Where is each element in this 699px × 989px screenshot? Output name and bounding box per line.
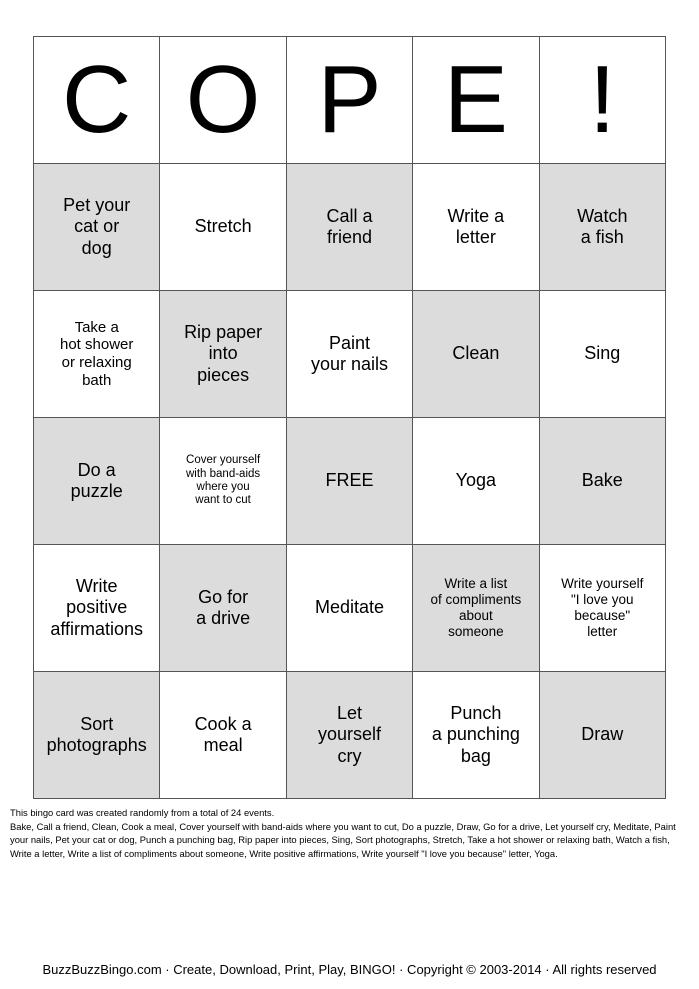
bingo-cell [286, 545, 412, 672]
cell-label: Take a hot shower or relaxing bath [60, 318, 134, 389]
header-row [34, 37, 666, 164]
cell-label: Sort photographs [46, 713, 147, 755]
notes-event-list: Bake, Call a friend, Clean, Cook a meal, Cover yourself with band-aids where you want to cut, Do a puzzle, Draw, Go for a drive, Let yourself cry, Meditate, Paint your nails, Pet your cat or dog, Punch a punching bag, Rip paper into pieces, Sing, Sort photographs, Stretch, Take a hot shower or relaxing bath, Watch a fish, Write a letter, Write a list of compliments about someone, Write positive affirmations, Write yourself "I love you because" letter, Yoga. [10, 820, 676, 859]
cell-label: Rip paper into pieces [184, 322, 263, 385]
bingo-cell [286, 164, 412, 291]
cell-label: Pet your cat or dog [63, 195, 131, 258]
cell-label: Clean [452, 343, 500, 364]
cell-label: Write a letter [447, 205, 505, 247]
cell-label: FREE [325, 470, 374, 491]
cell-label: Let yourself cry [317, 703, 381, 766]
bingo-cell [34, 545, 160, 672]
header-letter: ! [539, 37, 665, 164]
bingo-cell [539, 418, 665, 545]
bingo-cell [539, 164, 665, 291]
cell-label: Stretch [194, 216, 252, 237]
bingo-cell [286, 291, 412, 418]
notes-summary: This bingo card was created randomly from a total of 24 events. [10, 807, 275, 818]
header-letter: E [413, 37, 539, 164]
cell-label: Do a puzzle [70, 459, 123, 501]
cell-label: Watch a fish [577, 205, 628, 247]
bingo-cell [34, 291, 160, 418]
cell-label: Write yourself "I love you because" letter [561, 576, 644, 639]
page-footer: BuzzBuzzBingo.com · Create, Download, Print, Play, BINGO! · Copyright © 2003-2014 · All rights reserved [42, 962, 657, 977]
bingo-cell [160, 291, 286, 418]
bingo-cell [413, 672, 539, 799]
bingo-cell [413, 291, 539, 418]
cell-label: Sing [584, 343, 621, 364]
bingo-cell [160, 672, 286, 799]
bingo-cell [413, 164, 539, 291]
card-notes [10, 806, 690, 861]
card-row [34, 418, 666, 545]
header-letter: P [286, 37, 412, 164]
cell-label: Cover yourself with band-aids where you want to cut [186, 454, 261, 507]
cell-label: Write a list of compliments about someone [430, 576, 522, 639]
cell-label: Write positive affirmations [50, 576, 144, 639]
header-letter: O [160, 37, 286, 164]
bingo-cell [286, 672, 412, 799]
bingo-cell [539, 545, 665, 672]
bingo-cell [160, 545, 286, 672]
cell-label: Cook a meal [194, 713, 252, 755]
bingo-cell [539, 291, 665, 418]
card-row [34, 672, 666, 799]
bingo-cell [34, 418, 160, 545]
cell-label: Draw [581, 724, 624, 745]
bingo-cell [160, 164, 286, 291]
card-row [34, 291, 666, 418]
bingo-cell [160, 418, 286, 545]
card-row [34, 164, 666, 291]
cell-label: Yoga [455, 470, 497, 491]
cell-label: Call a friend [326, 205, 373, 247]
cell-label: Bake [581, 470, 623, 491]
card-row [34, 545, 666, 672]
cell-label: Meditate [314, 597, 384, 618]
bingo-cell [413, 545, 539, 672]
cell-label: Go for a drive [196, 586, 251, 628]
bingo-card [33, 36, 666, 799]
bingo-cell [286, 418, 412, 545]
header-letter: C [34, 37, 160, 164]
cell-label: Punch a punching bag [431, 703, 520, 766]
bingo-cell [34, 164, 160, 291]
bingo-cell [34, 672, 160, 799]
card-body [34, 164, 666, 799]
bingo-cell [413, 418, 539, 545]
bingo-cell [539, 672, 665, 799]
cell-label: Paint your nails [310, 332, 388, 374]
